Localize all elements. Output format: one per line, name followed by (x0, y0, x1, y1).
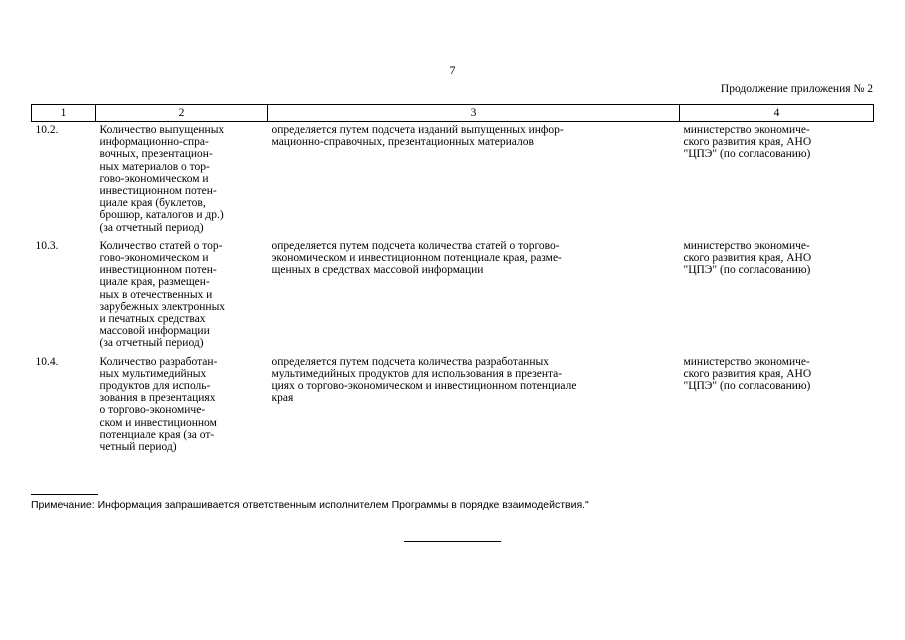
note-separator (31, 494, 98, 495)
column-header-1: 1 (32, 105, 96, 122)
responsible-executor: министерство экономиче- ского развития края, АНО "ЦПЭ" (по согласованию) (683, 239, 812, 277)
table-header-row (32, 105, 874, 122)
calculation-method: определяется путем подсчета изданий выпущенных инфор- мационно-справочных, презентационных материалов (271, 124, 564, 149)
calculation-method: определяется путем подсчета количества статей о торгово- экономическом и инвестиционном потенциале края, разме- щенных в средствах массовой информации (271, 239, 562, 277)
column-header-2: 2 (96, 105, 268, 122)
indicators-table (31, 104, 874, 457)
responsible-executor: министерство экономиче- ского развития края, АНО "ЦПЭ" (по согласованию) (683, 124, 812, 161)
table-row (32, 238, 874, 354)
page-number: 7 (449, 63, 456, 77)
column-header-4: 4 (680, 105, 874, 122)
end-separator (404, 541, 501, 542)
indicator-name: Количество разработан- ных мультимедийных продуктов для исполь- зования в презентациях о торгово-экономиче- ском и инвестиционном потенциале края (за от- четный период) (99, 355, 218, 454)
indicator-name: Количество выпущенных информационно-спра- вочных, презентацион- ных материалов о тор- гово-экономическом и инвестиционном потен- циале края (буклетов, брошюр, каталогов и др.) (за отчетный период) (99, 124, 225, 234)
row-number: 10.3. (35, 239, 59, 252)
row-number: 10.4. (35, 355, 59, 368)
table-row (32, 354, 874, 458)
calculation-method: определяется путем подсчета количества разработанных мультимедийных продуктов для использования в презента- циях о торгово-экономическом и инвестиционном потенциале края (271, 355, 577, 405)
row-number: 10.2. (35, 124, 59, 136)
responsible-executor: министерство экономиче- ского развития края, АНО "ЦПЭ" (по согласованию) (683, 355, 812, 393)
indicator-name: Количество статей о тор- гово-экономическом и инвестиционном потен- циале края, размещен- ных в отечественных и зарубежных электронных и печатных средствах массовой информации (за отчетный период) (99, 239, 226, 350)
table-row (32, 122, 874, 238)
footnote: Примечание: Информация запрашивается ответственным исполнителем Программы в порядке взаимодействия." (31, 499, 589, 511)
column-header-3: 3 (268, 105, 680, 122)
continuation-label: Продолжение приложения № 2 (720, 83, 873, 95)
